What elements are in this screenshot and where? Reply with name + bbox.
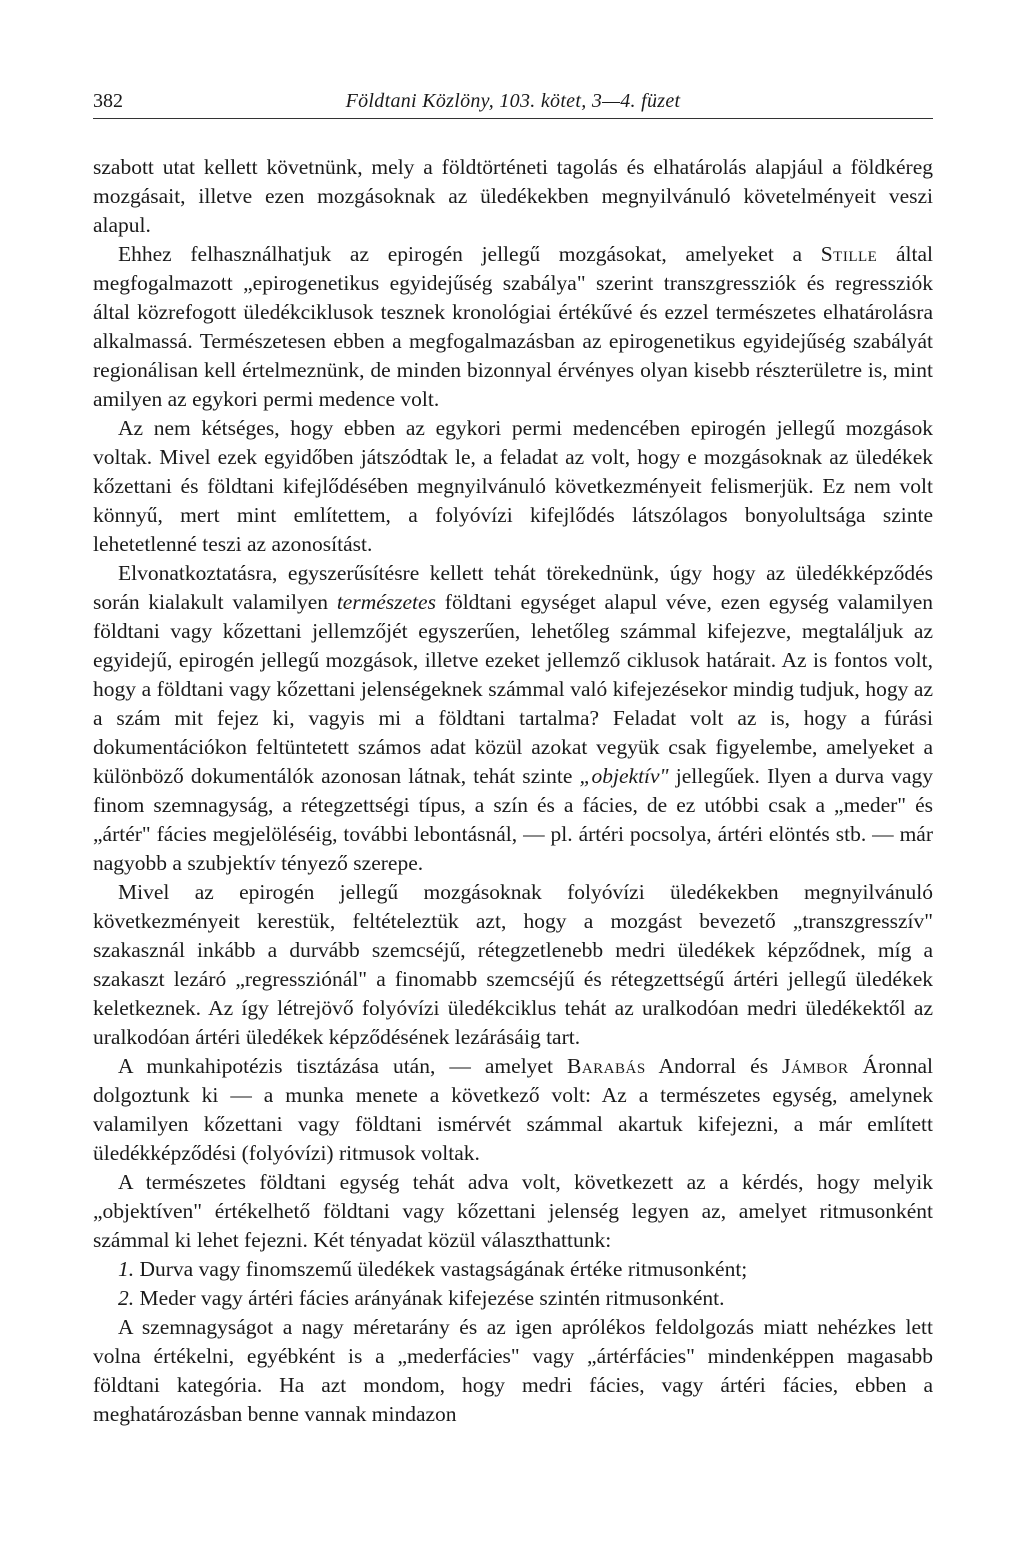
paragraph-8: A szemnagyságot a nagy méretarány és az igen aprólékos feldolgozás miatt nehézkes lett volna értékelni, egyébként is a „mederfácies" vagy „ártérfácies" mindenképpen magasabb földtani kategória. Ha azt mondom, hogy medri fácies, vagy ártéri fácies, ebben a meghatározásban benne vannak mindazon (93, 1315, 933, 1426)
emphasis-objektiv: „objektív" (579, 764, 669, 788)
journal-title: Földtani Közlöny, 103. kötet, 3—4. füzet (345, 90, 681, 112)
list-item-number: 2. (118, 1286, 135, 1310)
running-head (93, 88, 933, 119)
paragraph-2-text-a: Ehhez felhasználhatjuk az epirogén jellegű mozgásokat, amelyeket a (118, 242, 821, 266)
paragraph-4-text-c: jellegűek. Ilyen a durva vagy finom szemnagyság, a rétegzettségi típus, a szín és a fácies, de ez utóbbi csak a „meder" és „ártér" fácies megjelöléséig, további lebontásnál, — pl. ártéri pocsolya, ártéri elöntés stb. — már nagyobb a szubjektív tényező szerepe. (93, 764, 934, 875)
list-item-text: Meder vagy ártéri fácies arányának kifejezése szintén ritmusonként. (134, 1286, 725, 1310)
journal-page (93, 88, 933, 1429)
paragraph-6-text-c: Áronnal dolgoztunk ki — a munka menete a következő volt: Az a természetes egység, amelynek valamilyen kőzettani vagy földtani ismérvét számmal akartuk kifejezni, a már említett üledékképződési (folyóvízi) ritmusok voltak. (93, 1054, 933, 1165)
paragraph-2 (93, 240, 933, 414)
list-item (93, 1284, 933, 1313)
list-item-text: Durva vagy finomszemű üledékek vastagságának értéke ritmusonként; (134, 1257, 748, 1281)
page-number: 382 (93, 90, 123, 112)
article-body (93, 153, 933, 1429)
list-item (93, 1255, 933, 1284)
author-name-barabas: Barabás (566, 1054, 646, 1078)
paragraph-6-text-b: Andorral és (645, 1054, 783, 1078)
paragraph-4-text-b: földtani egységet alapul véve, ezen egység valamilyen földtani vagy kőzettani jellemzőjét egyszerűen, lehetőleg számmal kifejezve, megtaláljuk az egyidejű, epirogén jellegű mozgások, illetve ezeket jellemző ciklusok határait. Az is fontos volt, hogy a földtani vagy kőzettani jelenségeknek számmal való kifejezésekor mindig tudjuk, hogy az a szám mit fejez ki, vagyis mi a földtani tartalma? Feladat volt az is, hogy a fúrási dokumentációkon feltüntetett számos adat közül azokat vegyük csak figyelembe, amelyeket a különböző dokumentálók azonosan látnak, tehát szinte (93, 590, 933, 788)
emphasis-termeszetes: természetes (336, 590, 436, 614)
paragraph-6-text-a: A munkahipotézis tisztázása után, — amelyet (118, 1054, 567, 1078)
paragraph-6 (93, 1052, 933, 1168)
paragraph-4-text-a: Elvonatkoztatásra, egyszerűsítésre kellett tehát törekednünk, úgy hogy az üledékképződés során kialakult valamilyen (93, 561, 933, 614)
paragraph-3: Az nem kétséges, hogy ebben az egykori permi medencében epirogén jellegű mozgások voltak. Mivel ezek egyidőben játszódtak le, a feladat az volt, hogy e mozgásoknak az üledékek kőzettani és földtani kifejlődésében megnyilvánuló következményeit felismerjük. Ez nem volt könnyű, mert mint említettem, a folyóvízi kifejlődés látszólagos bonyolultsága szinte lehetetlenné teszi az azonosítást. (93, 416, 933, 556)
paragraph-2-text-b: által megfogalmazott „epirogenetikus egyidejűség szabálya" szerint transzgressziók és regressziók által közrefogott üledékciklusok tesznek kronológiai értékűvé és ezzel természetes elhatárolásra alkalmassá. Természetesen ebben a megfogalmazásban az epirogenetikus egyidejűség szabályát regionálisan kell értelmeznünk, de minden bizonnyal érvényes olyan kisebb részterületre is, mint amilyen az egykori permi medence volt. (93, 242, 933, 411)
paragraph-1: szabott utat kellett követnünk, mely a földtörténeti tagolás és elhatárolás alapjául a földkéreg mozgásait, illetve ezen mozgásoknak az üledékekben megnyilvánuló követelményeit veszi alapul. (93, 155, 933, 237)
list-item-number: 1. (118, 1257, 135, 1281)
paragraph-7: A természetes földtani egység tehát adva volt, következett az a kérdés, hogy melyik „objektíven" értékelhető földtani vagy kőzettani jelenség legyen az, amelyet ritmusonként számmal ki lehet fejezni. Két tényadat közül választhattunk: (93, 1170, 933, 1252)
paragraph-5: Mivel az epirogén jellegű mozgásoknak folyóvízi üledékekben megnyilvánuló következményeit kerestük, feltételeztük azt, hogy a mozgást bevezető „transzgresszív" szakasznál inkább a durvább szemcséjű, rétegzetlenebb medri üledékek képződnek, míg a szakaszt lezáró „regressziónál" a finomabb szemcséjű és rétegzettségű ártéri jellegű üledékek keletkeznek. Az így létrejövő folyóvízi üledékciklus tehát az uralkodóan medri üledékektől az uralkodóan ártéri üledékek képződésének lezárásáig tart. (93, 880, 933, 1049)
author-name-jambor: Jámbor (782, 1054, 849, 1078)
paragraph-4 (93, 559, 933, 878)
author-name-stille: Stille (820, 242, 878, 266)
